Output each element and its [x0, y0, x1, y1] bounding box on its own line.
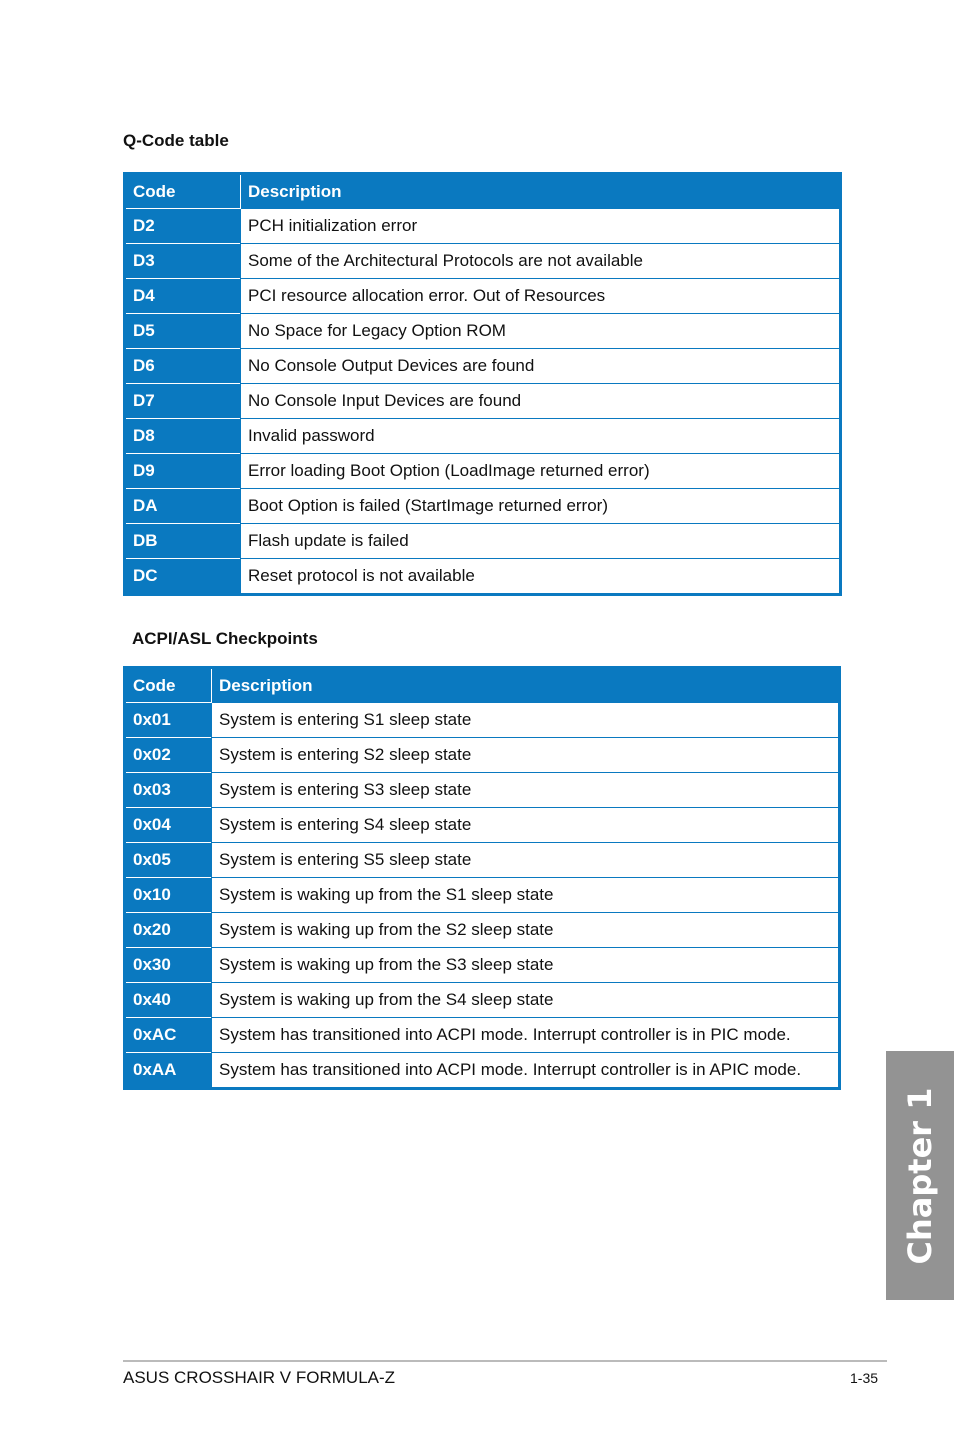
- table-header-row: [125, 668, 840, 703]
- description-cell: System has transitioned into ACPI mode. Interrupt controller is in PIC mode.: [212, 1018, 840, 1053]
- description-cell: PCI resource allocation error. Out of Resources: [241, 279, 841, 314]
- code-cell: DC: [125, 559, 241, 595]
- column-header-description: Description: [212, 668, 840, 703]
- description-cell: Boot Option is failed (StartImage returned error): [241, 489, 841, 524]
- code-cell: 0x40: [125, 983, 212, 1018]
- description-cell: Error loading Boot Option (LoadImage returned error): [241, 454, 841, 489]
- table-row: [125, 524, 841, 559]
- table-row: [125, 384, 841, 419]
- table-row: [125, 1018, 840, 1053]
- table-row: [125, 878, 840, 913]
- description-cell: PCH initialization error: [241, 209, 841, 244]
- acpi-checkpoints-table: [123, 666, 841, 1090]
- code-cell: 0x04: [125, 808, 212, 843]
- table-row: [125, 419, 841, 454]
- code-cell: 0x03: [125, 773, 212, 808]
- description-cell: Invalid password: [241, 419, 841, 454]
- description-cell: System is waking up from the S3 sleep state: [212, 948, 840, 983]
- code-cell: 0x20: [125, 913, 212, 948]
- description-cell: System is entering S2 sleep state: [212, 738, 840, 773]
- column-header-code: Code: [133, 675, 176, 695]
- table-row: [125, 773, 840, 808]
- code-cell: D4: [125, 279, 241, 314]
- code-cell: 0xAA: [125, 1053, 212, 1089]
- description-cell: Flash update is failed: [241, 524, 841, 559]
- description-cell: No Console Output Devices are found: [241, 349, 841, 384]
- table-header-row: [125, 174, 841, 209]
- acpi-table-title: ACPI/ASL Checkpoints: [132, 629, 318, 648]
- code-cell: 0x01: [125, 703, 212, 738]
- qcode-table-title: Q-Code table: [123, 131, 229, 150]
- table-row: [125, 738, 840, 773]
- description-cell: System has transitioned into ACPI mode. Interrupt controller is in APIC mode.: [212, 1053, 840, 1089]
- chapter-tab: [886, 1051, 954, 1300]
- description-cell: System is entering S5 sleep state: [212, 843, 840, 878]
- code-cell: D2: [125, 209, 241, 244]
- code-cell: D7: [125, 384, 241, 419]
- description-cell: System is waking up from the S4 sleep state: [212, 983, 840, 1018]
- description-cell: System is entering S4 sleep state: [212, 808, 840, 843]
- table-row: [125, 559, 841, 595]
- table-row: [125, 703, 840, 738]
- column-header-description: Description: [241, 174, 841, 209]
- footer-page-number: 1-35: [850, 1370, 879, 1386]
- code-cell: DA: [125, 489, 241, 524]
- column-header-code: Code: [133, 181, 176, 201]
- code-cell: D8: [125, 419, 241, 454]
- description-cell: System is entering S3 sleep state: [212, 773, 840, 808]
- code-cell: D5: [125, 314, 241, 349]
- description-cell: No Console Input Devices are found: [241, 384, 841, 419]
- code-cell: 0x05: [125, 843, 212, 878]
- table-row: [125, 349, 841, 384]
- table-row: [125, 279, 841, 314]
- table-row: [125, 314, 841, 349]
- table-row: [125, 983, 840, 1018]
- code-cell: 0x02: [125, 738, 212, 773]
- code-cell: DB: [125, 524, 241, 559]
- description-cell: System is entering S1 sleep state: [212, 703, 840, 738]
- code-cell: D6: [125, 349, 241, 384]
- code-cell: D3: [125, 244, 241, 279]
- table-row: [125, 489, 841, 524]
- footer-divider: [123, 1360, 887, 1362]
- table-row: [125, 454, 841, 489]
- table-row: [125, 843, 840, 878]
- code-cell: 0xAC: [125, 1018, 212, 1053]
- description-cell: Some of the Architectural Protocols are not available: [241, 244, 841, 279]
- table-row: [125, 808, 840, 843]
- code-cell: D9: [125, 454, 241, 489]
- description-cell: System is waking up from the S2 sleep state: [212, 913, 840, 948]
- code-cell: 0x10: [125, 878, 212, 913]
- table-row: [125, 1053, 840, 1089]
- description-cell: Reset protocol is not available: [241, 559, 841, 595]
- description-cell: No Space for Legacy Option ROM: [241, 314, 841, 349]
- table-row: [125, 209, 841, 244]
- qcode-table: [123, 172, 842, 596]
- table-row: [125, 244, 841, 279]
- chapter-tab-label: Chapter 1: [901, 1087, 939, 1264]
- table-row: [125, 948, 840, 983]
- code-cell: 0x30: [125, 948, 212, 983]
- description-cell: System is waking up from the S1 sleep state: [212, 878, 840, 913]
- table-row: [125, 913, 840, 948]
- footer-product-name: ASUS CROSSHAIR V FORMULA-Z: [123, 1368, 396, 1387]
